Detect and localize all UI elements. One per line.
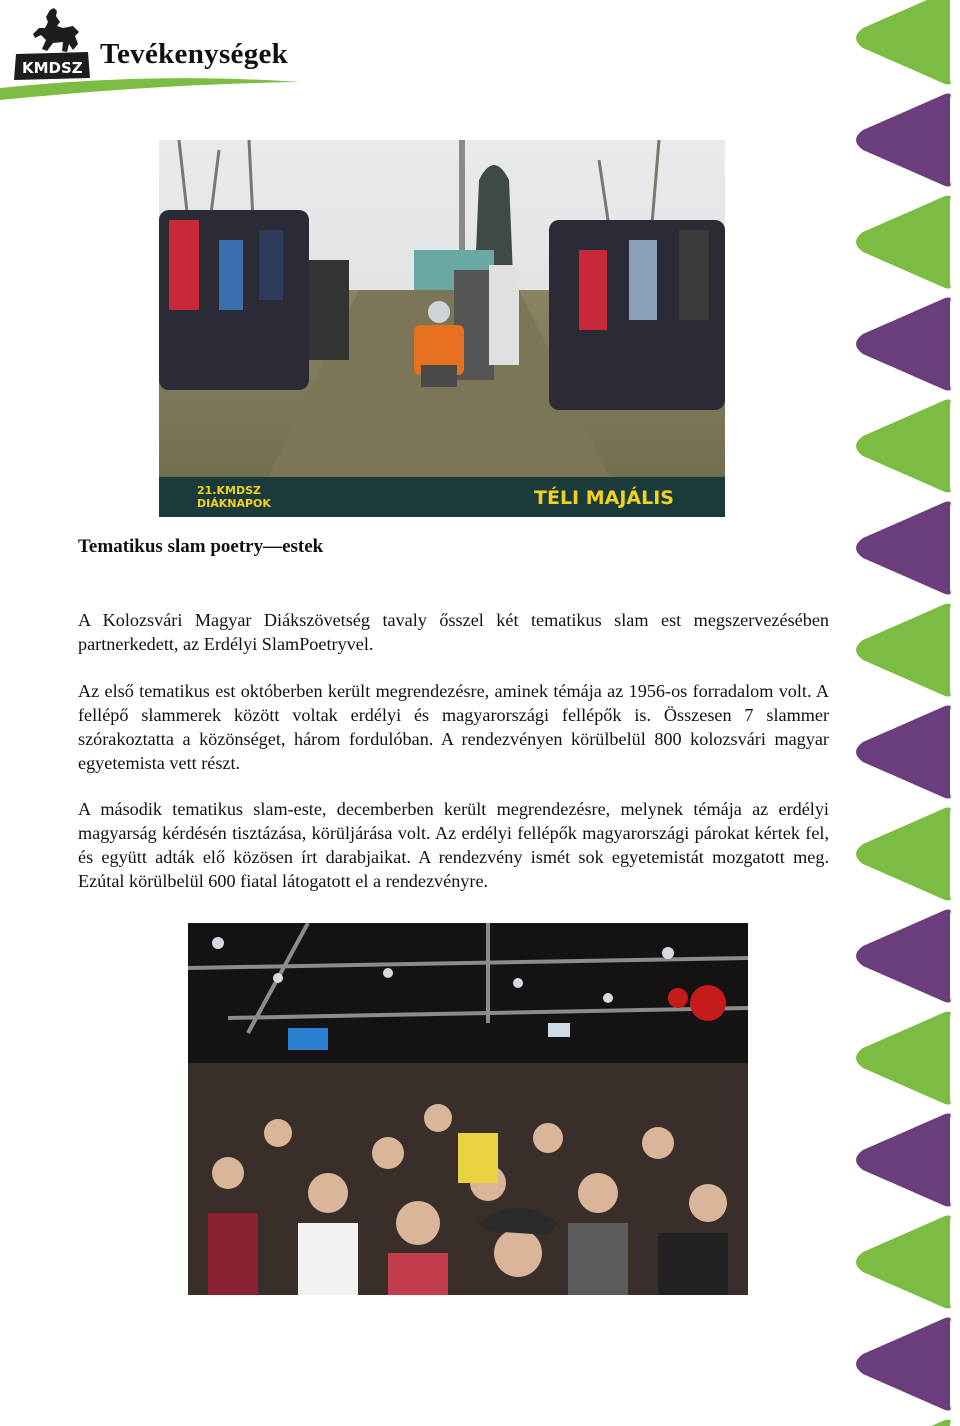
- green-ribbon-shape: [856, 196, 951, 289]
- kmdsz-logo: [10, 6, 94, 84]
- purple-ribbon-shape: [856, 298, 951, 391]
- page-title: Tevékenységek: [100, 38, 289, 70]
- green-ribbon-shape: [856, 1216, 951, 1309]
- photo-caption-title: TÉLI MAJÁLIS: [534, 487, 674, 509]
- photo-caption-event-line2: DIÁKNAPOK: [197, 497, 271, 510]
- purple-ribbon-shape: [856, 910, 951, 1003]
- paragraph-second-event: A második tematikus slam-este, decemberben került megrendezésre, melynek témája az erdélyi magyarság kérdésén tisztázása, körüljárása volt. Az erdélyi fellépők magyarországi párokat kértek fel, és együtt adták elő közösen írt darabjaikat. A rendezvény ismét sok egyetemistát mozgatott meg. Ezútal körülbelül 600 fiatal látogatott el a rendezvényre.: [78, 799, 829, 891]
- green-ribbon-shape: [856, 1420, 951, 1426]
- green-ribbon-shape: [856, 0, 951, 85]
- purple-ribbon-shape: [856, 94, 951, 187]
- purple-ribbon-shape: [856, 1114, 951, 1207]
- purple-ribbon-shape: [856, 1318, 951, 1411]
- header-green-swoosh: [0, 74, 300, 100]
- paragraph-intro: A Kolozsvári Magyar Diákszövetség tavaly ősszel két tematikus slam est megszervezésében partnerkedett, az Erdélyi SlamPoetryvel.: [78, 610, 829, 654]
- purple-ribbon-shape: [856, 706, 951, 799]
- page-header: [0, 0, 320, 110]
- photo-caption-event-line1: 21.KMDSZ: [197, 484, 261, 497]
- paragraph-first-event: Az első tematikus est októberben került megrendezésre, aminek témája az 1956-os forradalom volt. A fellépő slammerek között voltak erdélyi és magyarországi fellépők is. Összesen 7 slammer szórakoztatta a közönséget, három fordulóban. A rendezvényen körülbelül 800 kolozsvári magyar egyetemista vett részt.: [78, 681, 829, 773]
- section-heading: Tematikus slam poetry—estek: [78, 536, 324, 557]
- green-ribbon-shape: [856, 1012, 951, 1105]
- winter-race-photo: [159, 140, 725, 517]
- green-ribbon-shape: [856, 808, 951, 901]
- purple-ribbon-shape: [856, 502, 951, 595]
- green-ribbon-shape: [856, 400, 951, 493]
- decorative-ribbon: [845, 0, 960, 1426]
- slam-audience-photo: [188, 923, 748, 1295]
- green-ribbon-shape: [856, 604, 951, 697]
- logo-text: KMDSZ: [22, 59, 83, 77]
